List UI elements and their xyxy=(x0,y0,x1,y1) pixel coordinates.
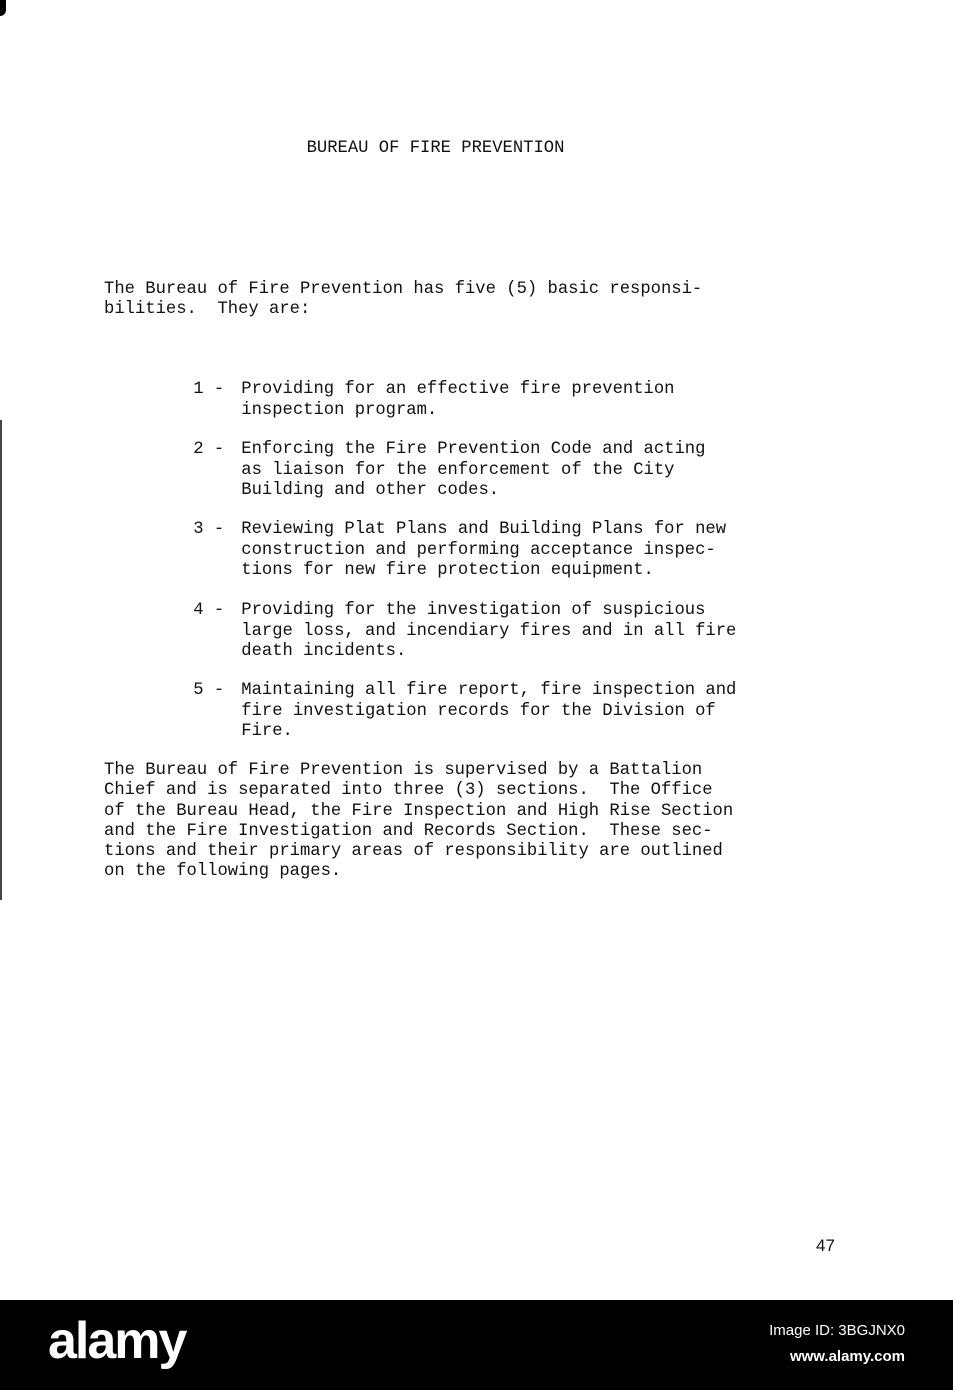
list-item xyxy=(152,661,736,762)
list-item-number: 2 - xyxy=(193,440,225,460)
scan-corner-mark xyxy=(0,0,6,16)
list-item-text: Maintaining all fire report, fire inspection and fire investigation records for the Division of Fire. xyxy=(241,681,737,741)
page-number: 47 xyxy=(816,1236,835,1255)
closing-paragraph: The Bureau of Fire Prevention is supervised by a Battalion Chief and is separated into three (3) sections. The Office of the Bureau Head, the Fire Inspection and High Rise Section and the Fire Investigation and Records Section. These sec- tions and their primary areas of responsibility are outlined on the following pages. xyxy=(104,761,734,882)
watermark-footer xyxy=(0,1300,953,1390)
list-item-text: Providing for an effective fire prevention inspection program. xyxy=(241,380,675,420)
list-item-number: 3 - xyxy=(193,520,225,540)
list-item-number: 5 - xyxy=(193,681,225,701)
document-title: BUREAU OF FIRE PREVENTION xyxy=(306,139,565,158)
brand-logo: alamy xyxy=(48,1312,186,1370)
intro-paragraph: The Bureau of Fire Prevention has five (5) basic responsi- bilities. They are: xyxy=(104,280,703,320)
list-item-text: Enforcing the Fire Prevention Code and acting as liaison for the enforcement of the City Building and other codes. xyxy=(241,440,706,500)
scan-edge-mark xyxy=(0,420,2,900)
list-item-text: Providing for the investigation of suspicious large loss, and incendiary fires and in all fire death incidents. xyxy=(241,601,737,661)
list-item-number: 1 - xyxy=(193,380,225,400)
list-item-text: Reviewing Plat Plans and Building Plans for new construction and performing acceptance inspec- tions for new fire protection equipment. xyxy=(241,520,727,580)
site-url: www.alamy.com xyxy=(789,1348,905,1365)
list-item-number: 4 - xyxy=(193,601,225,621)
image-id-label: Image ID: 3BGJNX0 xyxy=(769,1322,905,1339)
